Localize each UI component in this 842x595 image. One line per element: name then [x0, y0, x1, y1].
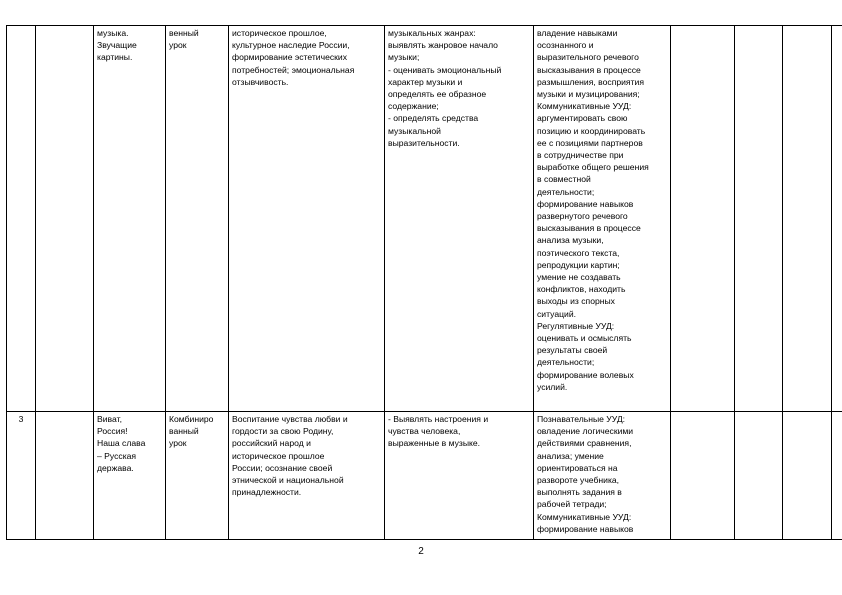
subject-results-cell: [385, 412, 534, 540]
lesson-number: 3: [18, 414, 24, 424]
lesson-plan-table: [6, 25, 842, 540]
empty-cell: [735, 26, 783, 412]
lesson-number-cell: [7, 412, 36, 540]
subject-results-cell: [385, 26, 534, 412]
lesson-type-cell: [166, 26, 229, 412]
personal-results-cell: [229, 26, 385, 412]
empty-cell: [832, 26, 842, 412]
lesson-topic: музыка. Звучащие картины.: [97, 28, 137, 63]
empty-cell: [735, 412, 783, 540]
personal-results: Воспитание чувства любви и гордости за свою Родину, российский народ и историческое прошлое России; осознание своей этнической и национальной принадлежности.: [232, 414, 348, 498]
subject-results: - Выявлять настроения и чувства человека, выраженные в музыке.: [388, 414, 489, 449]
table-row: [7, 412, 842, 540]
empty-cell: [783, 26, 832, 412]
lesson-number-cell: [7, 26, 36, 412]
subject-results: музыкальных жанрах: выявлять жанровое начало музыки; - оценивать эмоциональный характер музыки и определять ее образное содержание; - определять средства музыкальной выразительности.: [388, 28, 502, 148]
meta-results: Познавательные УУД: овладение логическими действиями сравнения, анализа; умение ориентироваться на развороте учебника, выполнять задания в рабочей тетради; Коммуникативные УУД: формирование навыков: [537, 414, 634, 534]
meta-results: владение навыками осознанного и выразительного речевого высказывания в процессе размышления, восприятия музыки и музицирования; Коммуникативные УУД: аргументировать свою позицию и координировать ее с позициями партнеров в сотрудничестве при выработке общего решения в совместной деятельности; формирование навыков развернутого речевого высказывания в процессе анализа музыки, поэтического текста, репродукции картин; умение не создавать конфликтов, находить выходы из спорных ситуаций. Регулятивные УУД: оценивать и осмыслять результаты своей деятельности; формирование волевых усилий.: [537, 28, 649, 392]
meta-results-cell: [534, 26, 671, 412]
meta-results-cell: [534, 412, 671, 540]
page-number: 2: [418, 546, 424, 557]
lesson-topic: Виват, Россия! Наша слава – Русская держава.: [97, 414, 146, 473]
topic-cell: [94, 412, 166, 540]
personal-results-cell: [229, 412, 385, 540]
empty-cell: [671, 412, 735, 540]
empty-cell: [671, 26, 735, 412]
empty-cell: [832, 412, 842, 540]
lesson-type: Комбиниро ванный урок: [169, 414, 214, 449]
empty-cell: [783, 412, 832, 540]
topic-cell: [94, 26, 166, 412]
lesson-type-cell: [166, 412, 229, 540]
personal-results: историческое прошлое, культурное наследие России, формирование эстетических потребностей; эмоциональная отзывчивость.: [232, 28, 355, 87]
table-row: [7, 26, 842, 412]
empty-cell: [36, 412, 94, 540]
empty-cell: [36, 26, 94, 412]
lesson-type: венный урок: [169, 28, 199, 51]
